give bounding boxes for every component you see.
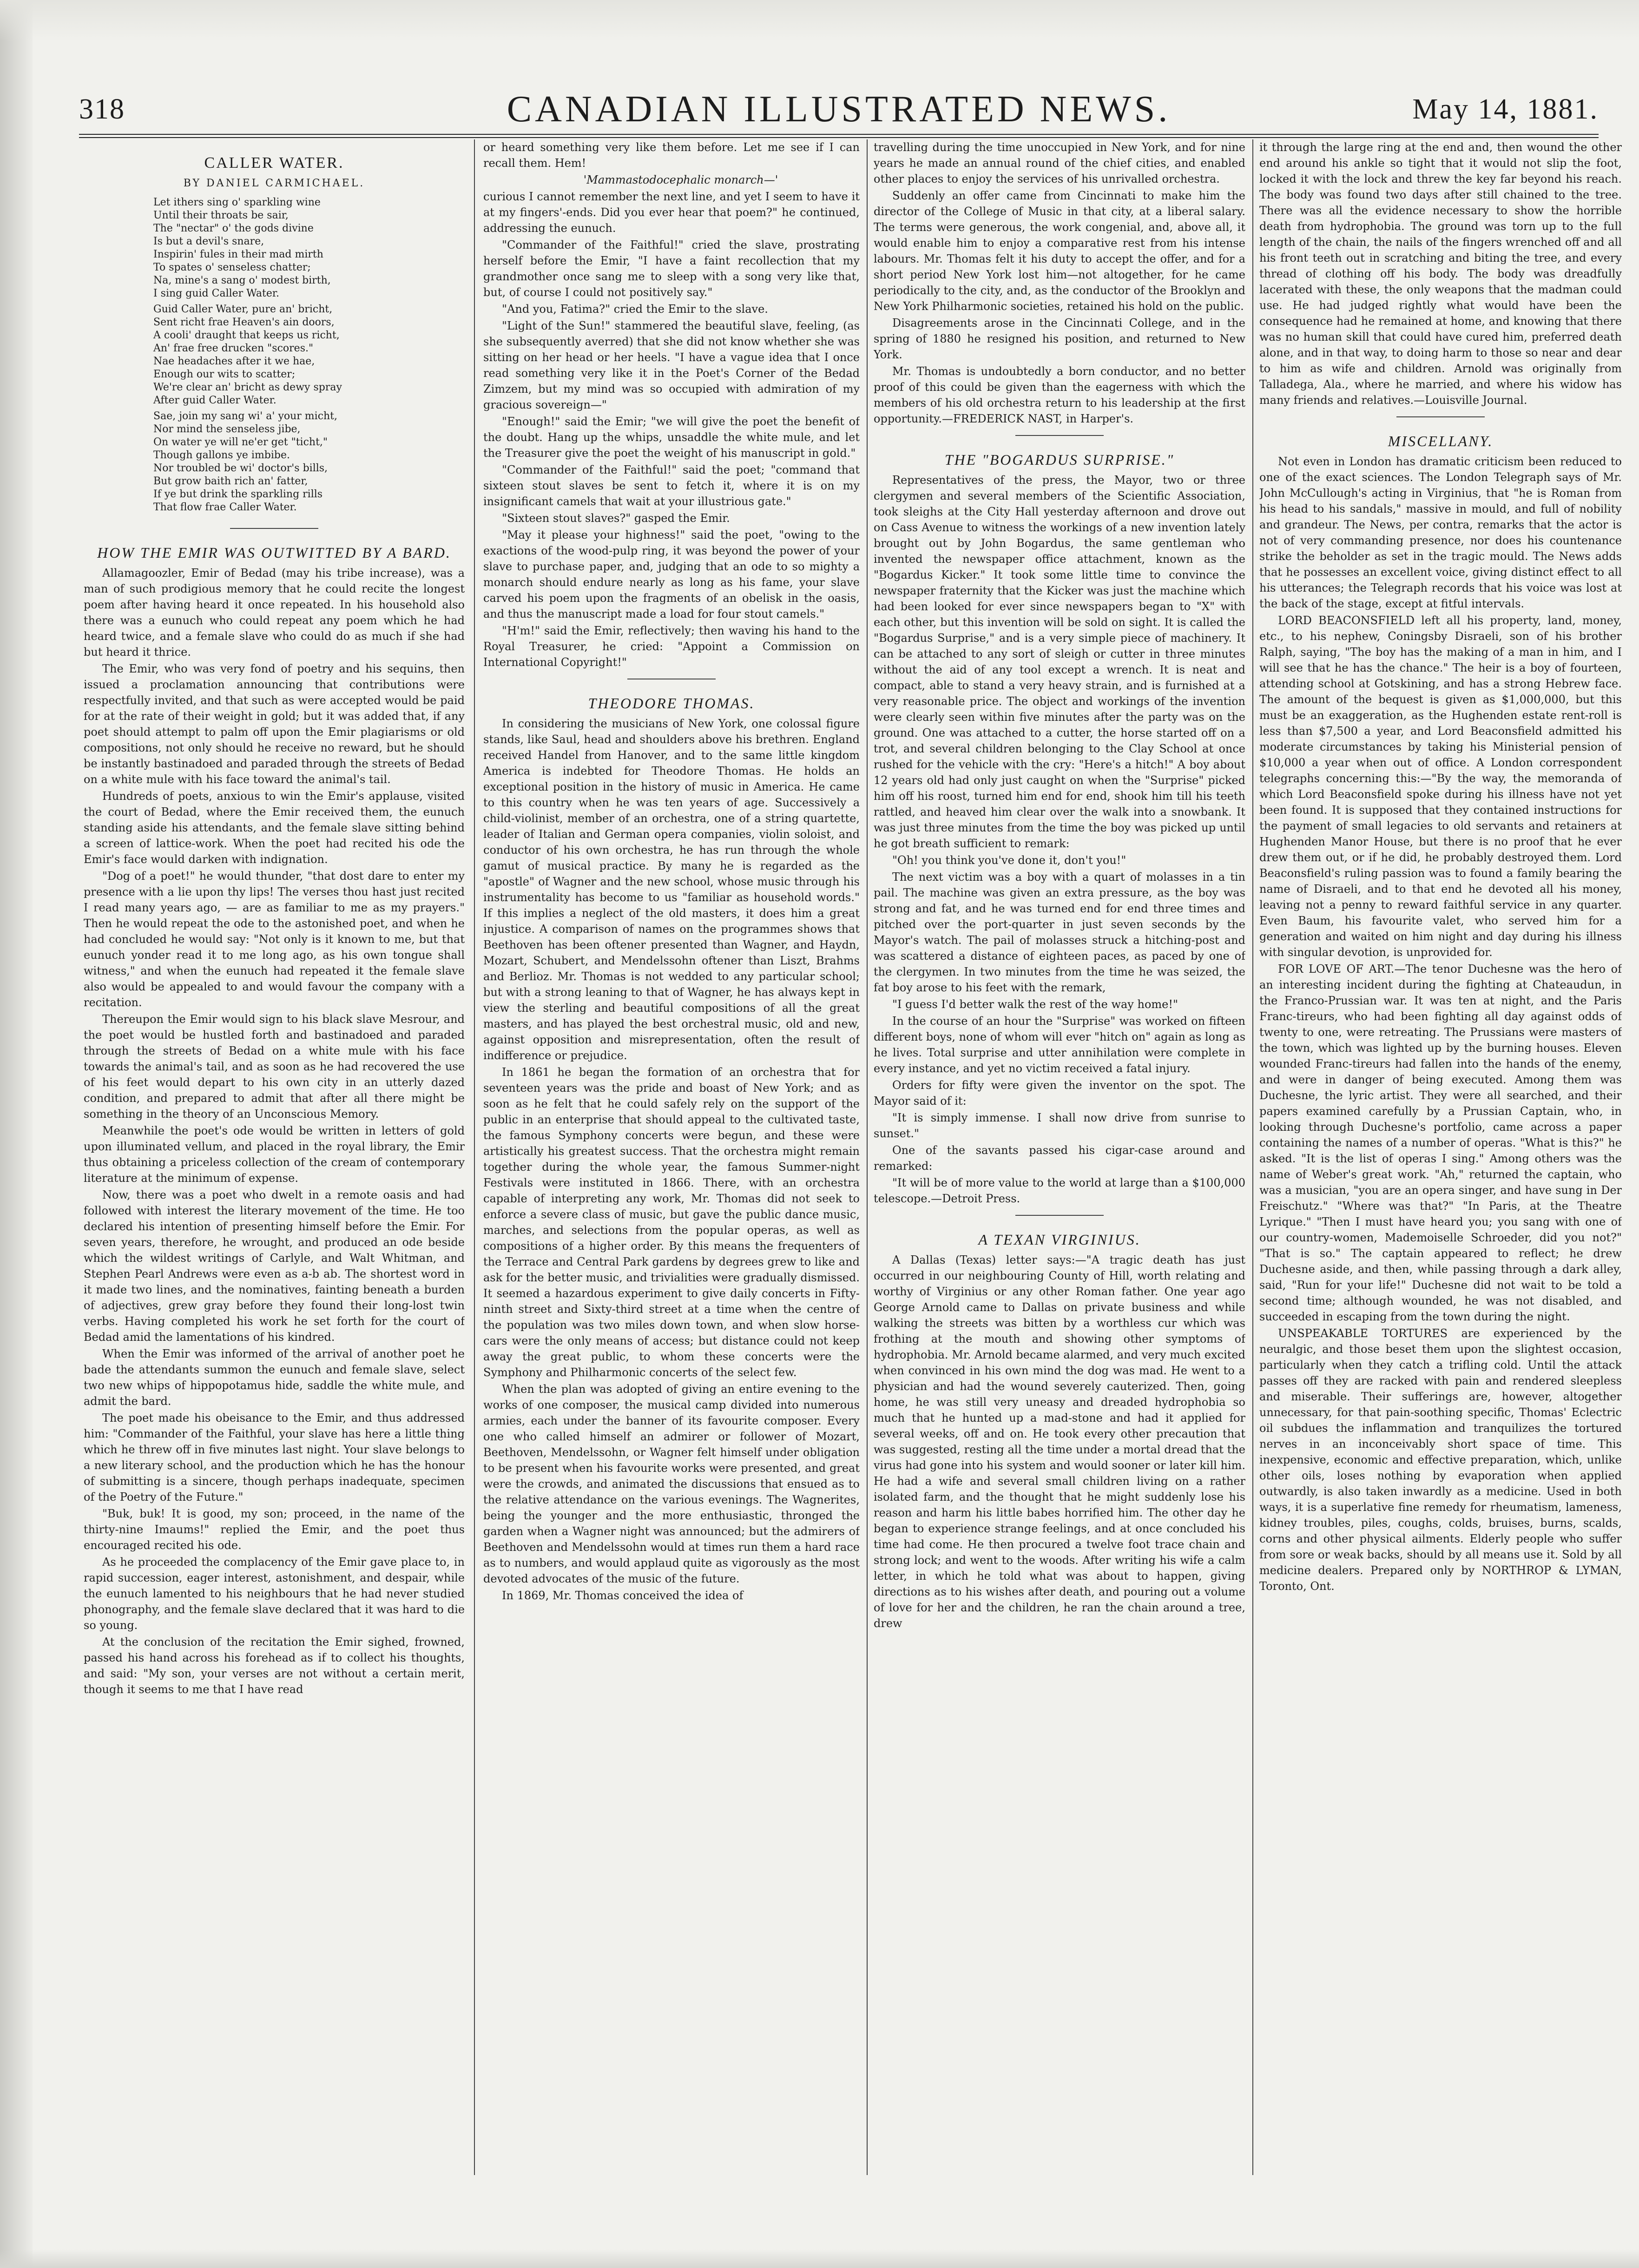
poem-line: If ye but drink the sparkling rills [153,488,323,500]
poem-stanza [153,410,446,514]
story-bogardus-surprise [874,452,1245,1207]
paragraph: "Light of the Sun!" stammered the beautiful slave, feeling, (as she subsequently averred) that she did not know whether she was sitting on her head or her heels. "I have a vague idea that I once read something very like it in the Poet's Corner of the Bedad Zimzem, but my mind was so occupied with admiration of my gracious sovereign—" [483,319,860,411]
column-4 [1259,139,1622,2175]
top-edge-shadow [0,0,1639,42]
section-divider [230,528,318,529]
paragraph: "Enough!" said the Emir; "we will give the poet the benefit of the doubt. Hang up the whips, unsaddle the white mule, and let the Treasurer give the poet the weight of his manuscript in gold." [483,415,860,460]
story-title: A TEXAN VIRGINIUS. [978,1231,1141,1248]
paragraph: travelling during the time unoccupied in New York, and for nine years he made an annual round of the chief cities, and enabled other places to enjoy the services of his unrivalled orchestra. [874,141,1245,185]
poem-line: That flow frae Caller Water. [153,501,297,513]
section-divider [1015,435,1104,436]
poem-line: A cooli' draught that keeps us richt, [153,330,340,341]
story-emir [84,545,465,1697]
story-theodore-thomas [483,695,860,1603]
paragraph: Not even in London has dramatic criticism been reduced to one of the exact sciences. The London Telegraph says of Mr. John McCullough's acting in Virginius, that "he is Roman from his head to his sandals," massive in mould, and full of nobility and grandeur. The News, per contra, remarks that the actor is not of very commanding presence, nor does his countenance strike the beholder as set in the tragic mould. The News adds that he possesses an excellent voice, giving distinct effect to all his utterances; the Telegraph records that his voice was lost at the back of the stage, except at fitful intervals. [1259,455,1622,610]
paragraph: "And you, Fatima?" cried the Emir to the slave. [502,303,768,316]
paragraph: "Commander of the Faithful!" said the poet; "command that sixteen stout slaves be sent to fetch it, where it is on my insignificant camels that wait at your illustrious gate." [483,463,860,508]
poem-byline: BY DANIEL CARMICHAEL. [183,178,365,189]
paragraph: Hundreds of poets, anxious to win the Emir's applause, visited the court of Bedad, where the Emir received them, the eunuch standing aside his attendants, and the female slave sitting behind a screen of lattice-work. When the poet had recited his ode the Emir's face would darken with indignation. [84,790,465,866]
paragraph: In 1861 he began the formation of an orchestra that for seventeen years was the pride and boast of New York; and as soon as he felt that he could safely rely on the support of the public in an enterprise that should appeal to the cultivated taste, the famous Symphony concerts were begun, and these were artistically his greatest success. That the orchestra might remain together during the whole year, the famous Summer-night Festivals were instituted in 1866. There, with an orchestra capable of interpreting any work, Mr. Thomas did not seek to enforce a severe class of music, but gave the public dance music, marches, and selections from the popular operas, as well as compositions of a higher order. By this means the frequenters of the Terrace and Central Park gardens by degrees grew to like and ask for the better music, and trivialities were gradually dismissed. It seemed a hazardous experiment to give daily concerts in Fifty-ninth street and Sixty-third street at a time when the centre of the population was two miles down town, and when slow horse-cars were the only means of access; but distance could not keep away the great public, to whom these concerts were the Symphony and Philharmonic concerts of the select few. [483,1066,860,1379]
column-3 [874,139,1245,2175]
paragraph: "Oh! you think you've done it, don't you!" [892,854,1126,867]
paragraph: LORD BEACONSFIELD left all his property, land, money, etc., to his nephew, Coningsby Disraeli, son of his brother Ralph, saying, "The boy has the making of a man in him, and I will see that he has the chance." The heir is a boy of fourteen, attending school at Gotskining, and has a strong Hebrew face. The amount of the bequest is given as $1,000,000, but this must be an exaggeration, as the Hughenden estate rent-roll is less than $7,500 a year, and Lord Beaconsfield admitted his moderate circumstances by taking his Ministerial pension of $10,000 a year when out of office. A London correspondent telegraphs concerning this:—"By the way, the memoranda of which Lord Beaconsfield spoke during his illness have not yet been found. It is supposed that they contained instructions for the payment of small legacies to old servants and retainers at Hughenden Manor House, but there is no proof that he ever drew them out, or if he did, he probably destroyed them. Lord Beaconsfield's ruling passion was to found a family bearing the name of Disraeli, and to that end he devoted all his money, leaving not a penny to reward faithful service in any quarter. Even Baum, his favourite valet, who served him for a generation and waited on him night and day during his illness with singular devotion, is unprovided for. [1259,614,1622,959]
issue-date: May 14, 1881. [1412,93,1599,125]
paragraph: One of the savants passed his cigar-case around and remarked: [874,1144,1245,1173]
poem-line: We're clear an' bricht as dewy spray [153,382,342,393]
paragraph: Representatives of the press, the Mayor, two or three clergymen and several members of the Scientific Association, took sleighs at the City Hall yesterday afternoon and drove out on Cass Avenue to witness the workings of a new invention lately brought out by John Bogardus, the same gentleman who invented the newspaper office attachment, known as the "Bogardus Kicker." It took some little time to convince the newspaper fraternity that the Kicker was just the machine which had been looked for ever since newspapers began to "X" with each other, but this invention will be sold on sight. It is called the "Bogardus Surprise," and is a very simple piece of machinery. It can be attached to any sort of sleigh or cutter in three minutes without the aid of any tool except a wrench. It is neat and compact, able to stand a very heavy strain, and is furnished at a very reasonable price. The object and workings of the invention were clearly seen within five minutes after the party was on the ground. One was attached to a cutter, the horse started off on a trot, and several children belonging to the Clay School at once rushed for the vehicle with the cry: "Here's a hitch!" A boy about 12 years old had only just caught on when the "Surprise" picked him off his roost, turned him end for end, shook him till his teeth rattled, and heaved him clear over the walk into a snowbank. It was just three minutes from the time the boy was picked up until he got breath sufficient to remark: [874,474,1245,850]
paragraph: In 1869, Mr. Thomas conceived the idea of [502,1589,744,1602]
poem-line: Guid Caller Water, pure an' bricht, [153,303,333,315]
paragraph: "Buk, buk! It is good, my son; proceed, in the name of the thirty-nine Imaums!" replied the Emir, and the poet thus encouraged recited his ode. [84,1507,465,1552]
poem-stanza [153,196,446,300]
poem-line: Sae, join my sang wi' a' your micht, [153,410,338,422]
paragraph: Disagreements arose in the Cincinnati College, and in the spring of 1880 he resigned his position, and returned to New York. [874,316,1245,361]
paragraph: Thereupon the Emir would sign to his black slave Mesrour, and the poet would be hustled forth and bastinadoed and paraded through the streets of Bedad on a white mule with his face towards the animal's tail, and as soon as he had recovered the use of his feet would depart to his own city in an utterly dazed condition, and prepared to admit that after all there might be something in the theory of an Unconscious Memory. [84,1013,465,1121]
masthead-double-rule [79,134,1599,138]
poem-line: Sent richt frae Heaven's ain doors, [153,316,335,328]
poem-line: On water ye will ne'er get "ticht," [153,436,328,448]
column-2 [483,139,860,2175]
paragraph: At the conclusion of the recitation the Emir sighed, frowned, passed his hand across his forehead as if to collect his thoughts, and said: "My son, your verses are not without a certain merit, though it seems to me that I have read [84,1635,465,1696]
poem-line: Though gallons ye imbibe. [153,449,290,461]
paragraph: "It will be of more value to the world at large than a $100,000 telescope.—Detroit Press. [874,1176,1245,1205]
story-theodore-continued [874,139,1245,427]
poem-line: Until their throats be sair, [153,210,289,221]
column-divider [1252,139,1253,2175]
paragraph: "H'm!" said the Emir, reflectively; then waving his hand to the Royal Treasurer, he cried: "Appoint a Commission on International Copyright!" [483,624,860,669]
paragraph: The poet made his obeisance to the Emir, and thus addressed him: "Commander of the Faithful, your slave has here a little thing which he threw off in five minutes last night. Your slave belongs to a new literary school, and the production which he has the honour of submitting is a sincere, though perhaps inadequate, specimen of the Poetry of the Future." [84,1411,465,1503]
poem-line: Nae headaches after it we hae, [153,356,315,367]
poem-line: Let ithers sing o' sparkling wine [153,197,321,208]
story-texan-continued [1259,139,1622,408]
advertisement-paragraph: UNSPEAKABLE TORTURES are experienced by the neuralgic, and those beset them upon the slightest occasion, particularly when they catch a trifling cold. Until the attack passes off they are racked with pain and rendered sleepless and miserable. Their sufferings are, however, altogether unnecessary, for that pain-soothing specific, Thomas' Eclectric oil subdues the inflammation and tranquilizes the tortured nerves in an inconceivably short space of time. This inexpensive, economic and effective preparation, which, unlike other oils, loses nothing by evaporation when applied outwardly, is also taken inwardly as a medicine. Used in both ways, it is a superlative fine remedy for rheumatism, lameness, kidney troubles, piles, coughs, colds, bruises, burns, scalds, corns and other physical ailments. Elderly people who suffer from sore or weak backs, should by all means use it. Sold by all medicine dealers. Prepared only by NORTHROP & LYMAN, Toronto, Ont. [1259,1327,1622,1593]
paragraph: "May it please your highness!" said the poet, "owing to the exactions of the wood-pulp ring, it was beyond the power of your slave to purchase paper, and, judging that an ode to so mighty a monarch should endure nearly as long as his fame, your slave carved his poem upon the fragments of an obelisk in the oasis, and thus the manuscript made a load for four stout camels." [483,528,860,620]
section-title: MISCELLANY. [1388,433,1494,449]
paragraph: A Dallas (Texas) letter says:—"A tragic death has just occurred in our neighbouring County of Hill, worth relating and worthy of Virginius or any other Roman father. One year ago George Arnold came to Dallas on private business and while walking the streets was bitten by a worthless cur which was frothing at the mouth and showing other symptoms of hydrophobia. Mr. Arnold became alarmed, and very much excited when convinced in his own mind the dog was mad. He went to a physician and had the wound severely cauterized. Then, going home, he was still very uneasy and dreaded hydrophobia so much that he hunted up a mad-stone and had it applied for several weeks, off and on. He took every other precaution that was suggested, resting all the time under a mortal dread that the virus had gone into his system and would sooner or later kill him. He had a wife and several small children living on a rather isolated farm, and the thought that he might suddenly lose his reason and harm his little babes horrified him. The other day he began to experience strange feelings, and at once concluded his time had come. He then procured a twelve foot trace chain and strong lock; and went to the woods. After writing his wife a calm letter, in which he told what was about to happen, giving directions as to his wishes after death, and pouring out a volume of love for her and the children, he ran the chain around a tree, drew [874,1253,1245,1630]
poem-line: But grow baith rich an' fatter, [153,475,308,487]
quoted-line: 'Mammastodocephalic monarch—' [583,173,778,186]
poem-line: Inspirin' fules in their mad mirth [153,249,323,260]
poem-title: CALLER WATER. [204,154,344,171]
paragraph: Suddenly an offer came from Cincinnati to make him the director of the College of Music in that city, at a liberal salary. The terms were generous, the work congenial, and, above all, it would enable him to enjoy a comparative rest from his intense labours. Mr. Thomas felt it his duty to accept the offer, and for a short period New York lost him—not altogether, for he came periodically to the city, and, as the conductor of the Brooklyn and New York Philharmonic societies, retained his hold on the public. [874,189,1245,313]
column-divider [474,139,475,2175]
poem-line: An' frae free drucken "scores." [153,343,314,354]
poem-line: I sing guid Caller Water. [153,288,279,299]
poem-caller-water [84,155,465,520]
poem-line: Enough our wits to scatter; [153,369,296,380]
paragraph: "Sixteen stout slaves?" gasped the Emir. [502,512,730,525]
paragraph: Mr. Thomas is undoubtedly a born conductor, and no better proof of this could be given than the eagerness with which the members of his old orchestra return to his leadership at the first opportunity.—FREDERICK NAST, in Harper's. [874,365,1245,425]
paragraph: The Emir, who was very fond of poetry and his sequins, then issued a proclamation announcing that contributions were respectfully invited, and that such as were accepted would be paid for at the rate of their weight in gold; but it was added that, if any poet should attempt to palm off upon the Emir plagiarisms or old compositions, not only should he receive no reward, but he should be instantly bastinadoed and paraded through the streets of Bedad on a white mule with his face toward the animal's tail. [84,662,465,786]
paragraph: When the Emir was informed of the arrival of another poet he bade the attendants summon the eunuch and female slave, select two new whips of hippopotamus hide, saddle the white mule, and admit the bard. [84,1347,465,1408]
binding-gutter-shadow [0,0,33,2268]
story-title: THEODORE THOMAS. [588,695,755,712]
poem-body [84,196,465,520]
poem-line: The "nectar" o' the gods divine [153,223,314,234]
page-number: 318 [79,93,125,125]
paragraph: Meanwhile the poet's ode would be written in letters of gold upon illuminated vellum, and placed in the royal library, the Emir thus obtaining a priceless collection of the cream of contemporary literature at the minimum of expense. [84,1124,465,1185]
poem-line: Nor troubled be wi' doctor's bills, [153,462,328,474]
section-divider [1396,416,1485,417]
poem-stanza [153,303,446,407]
paragraph: Now, there was a poet who dwelt in a remote oasis and had followed with interest the literary movement of the time. He too declared his intention of presenting himself before the Emir. For seven years, therefore, he wrought, and produced an ode beside which the wildest writings of Carlyle, and Walt Whitman, and Stephen Pearl Andrews were even as a-b ab. The shortest word in it made two lines, and the nominatives, fainting beneath a burden of adjectives, grew gray before they found their long-lost twin verbs. Having completed his work he set forth for the court of Bedad amid the lamentations of his kindred. [84,1188,465,1344]
paragraph: "I guess I'd better walk the rest of the way home!" [892,998,1178,1011]
story-title: HOW THE EMIR WAS OUTWITTED BY A BARD. [97,544,451,561]
paragraph: it through the large ring at the end and, then wound the other end around his ankle so tight that it would not slip the foot, locked it with the lock and threw the key far beyond his reach. The body was found two days after still chained to the tree. There was all the evidence necessary to show the horrible death from hydrophobia. The ground was torn up to the full length of the chain, the nails of the fingers wrenched off and all his front teeth out in scratching and biting the tree, and every thread of clothing off his body. The body was dreadfully lacerated with these, the only weapons that the madman could use. He had judged rightly what would have been the consequence had he remained at home, and knowing that there was no human skill that could have cured him, preferred death alone, and in that way, to doing harm to those so near and dear to him as wife and children. Arnold was originally from Talladega, Ala., where he married, and where his widow has many friends and relatives.—Louisville Journal. [1259,141,1622,407]
paragraph: Allamagoozler, Emir of Bedad (may his tribe increase), was a man of such prodigious memory that he could recite the longest poem after having heard it once repeated. In his household also there was a eunuch who could repeat any poem which he had heard twice, and a female slave who could do as much if she had but heard it thrice. [84,567,465,659]
section-divider [1015,1215,1104,1216]
poem-line: Is but a devil's snare, [153,236,264,247]
paragraph: "Dog of a poet!" he would thunder, "that dost dare to enter my presence with a lie upon thy lips! The verses thou hast just recited I read many years ago, — are as familiar to me as my prayers." Then he would repeat the ode to the astonished poet, and when he had concluded he would say: "Not only is it known to me, but that eunuch yonder read it to me long ago, as his own tongue shall witness," and when the eunuch had repeated it the female slave also would be appealed to and would favour the company with a recitation. [84,870,465,1009]
story-title: THE "BOGARDUS SURPRISE." [944,451,1175,468]
poem-line: After guid Caller Water. [153,395,276,406]
paragraph: "It is simply immense. I shall now drive from sunrise to sunset." [874,1111,1245,1140]
story-emir-continued [483,139,860,670]
paragraph: As he proceeded the complacency of the Emir gave place to, in rapid succession, eager interest, astonishment, and despair, while the eunuch lamented to his neighbours that he had never studied phonography, and the female slave declared that it was hard to die so young. [84,1556,465,1632]
paragraph: Orders for fifty were given the inventor on the spot. The Mayor said of it: [874,1079,1245,1108]
column-1 [84,139,465,2175]
paragraph: The next victim was a boy with a quart of molasses in a tin pail. The machine was given an extra pressure, as the boy was strong and fat, and he was turned end for end three times and pitched over the port-quarter in just seven seconds by the Mayor's watch. The pail of molasses struck a hitching-post and was scattered a distance of eighteen paces, as paced by one of the clergymen. In two minutes from the time he was seized, the fat boy arose to his feet with the remark, [874,870,1245,994]
paragraph: In the course of an hour the "Surprise" was worked on fifteen different boys, none of whom will ever "hitch on" again as long as he lives. Total surprise and utter annihilation were complete in every instance, and yet no victim received a fatal injury. [874,1015,1245,1075]
paragraph: In considering the musicians of New York, one colossal figure stands, like Saul, head and shoulders above his brethren. England received Handel from Hanover, and to the same little kingdom America is indebted for Theodore Thomas. He holds an exceptional position in the history of music in America. He came to this country when he was ten years of age. Successively a child-violinist, member of an orchestra, one of a string quartette, leader of Italian and German opera companies, violin soloist, and conductor of his own orchestra, he has run through the whole gamut of musical practice. By many he is regarded as the "apostle" of Wagner and the new school, whose music through his instrumentality has become to us "familiar as household words." If this implies a neglect of the old masters, it does him a great injustice. A comparison of names on the programmes shows that Beethoven has been oftener presented than Wagner, and Haydn, Mozart, Schubert, and Mendelssohn oftener than Liszt, Brahms and Berlioz. Mr. Thomas is not wedded to any particular school; but with a strong leaning to that of Wagner, he has always kept in view the sterling and beautiful compositions of all the great masters, and has played the best orchestral music, old and new, against opposition and misrepresentation, often the result of indifference or prejudice. [483,717,860,1062]
column-divider [867,139,868,2175]
paragraph: or heard something very like them before. Let me see if I can recall them. Hem! [483,141,860,170]
paragraph: FOR LOVE OF ART.—The tenor Duchesne was the hero of an interesting incident during the fighting at Chateaudun, in the Franco-Prussian war. It was ten at night, and the Paris Franc-tireurs, who had been fighting all day against odds of twenty to one, were retreating. The Prussians were masters of the town, which was lighted up by the burning houses. Eleven wounded Franc-tireurs had fallen into the hands of the enemy, and were in danger of being executed. Among them was Duchesne, the lyric artist. They were all searched, and their papers examined carefully by a Prussian Captain, who, in looking through Duchesne's portfolio, came across a paper containing the names of a number of operas. "What is this?" he asked. "It is the list of operas I sing." Among others was the name of Weber's great work. "Ah," returned the captain, who was a musician, "you are an opera singer, and have sung in Der Freischutz." "Where was that?" "In Paris, at the Theatre Lyrique." "Then I must have heard you; you sang with one of our country-women, Mademoiselle Schroeder, did you not?" "That is so." The captain appeared to reflect; he drew Duchesne aside, and then, while passing through a dark alley, said, "Run for your life!" Duchesne did not wait to be told a second time; although wounded, he was not disabled, and succeeded in escaping from the town during the night. [1259,963,1622,1323]
masthead [79,88,1599,130]
poem-line: Na, mine's a sang o' modest birth, [153,275,331,286]
paragraph: When the plan was adopted of giving an entire evening to the works of one composer, the musical camp divided into numerous armies, each under the banner of its favourite composer. Every one who called himself an admirer or follower of Mozart, Beethoven, Mendelssohn, or Wagner felt himself under obligation to be present when his favourite works were presented, and great were the crowds, and animated the discussions that ensued as to the relative attendance on the various evenings. The Wagnerites, being the younger and the more enthusiastic, thronged the garden when a Wagner night was announced; but the admirers of Beethoven and Mendelssohn would at times run them a hard race as to numbers, and would applaud quite as vigorously as the most devoted advocates of the music of the future. [483,1383,860,1585]
newspaper-title: CANADIAN ILLUSTRATED NEWS. [507,89,1171,130]
paragraph: curious I cannot remember the next line, and yet I seem to have it at my fingers'-ends. Did you ever hear that poem?" he continued, addressing the eunuch. [483,190,860,235]
bottom-edge-shadow [0,2249,1639,2268]
poem-line: Nor mind the senseless jibe, [153,423,301,435]
poem-line: To spates o' senseless chatter; [153,262,311,273]
paragraph: "Commander of the Faithful!" cried the slave, prostrating herself before the Emir, "I have a faint recollection that my grandmother once sang me to sleep with a song very like that, but, of course I could not positively say." [483,238,860,299]
story-texan-virginius [874,1232,1245,1631]
section-miscellany [1259,433,1622,1594]
